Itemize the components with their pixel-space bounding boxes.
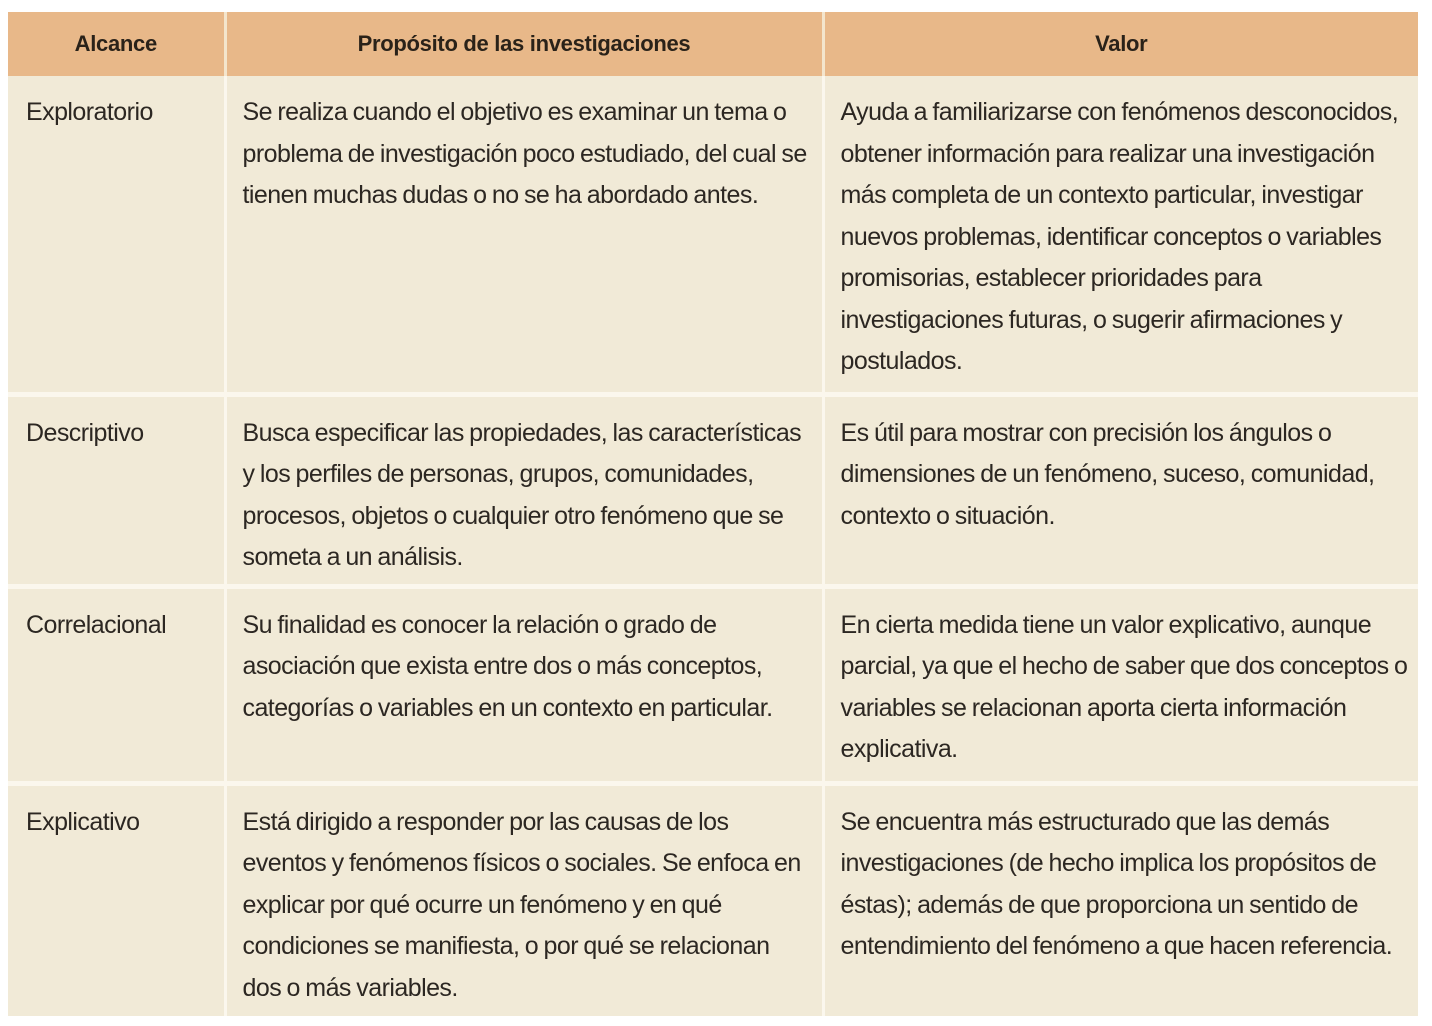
cell-alcance: Exploratorio xyxy=(8,76,225,394)
header-proposito: Propósito de las investigaciones xyxy=(225,12,823,76)
document-page xyxy=(8,12,1418,1016)
cell-proposito: Busca especificar las propiedades, las características y los perfiles de personas, grupos, comunidades, procesos, objetos o cualquier otro fenómeno que se someta a un análisis. xyxy=(225,394,823,586)
table-row-explicativo xyxy=(8,783,1418,1016)
cell-proposito: Se realiza cuando el objetivo es examinar un tema o problema de investigación poco estudiado, del cual se tienen muchas dudas o no se ha abordado antes. xyxy=(225,76,823,394)
cell-alcance: Correlacional xyxy=(8,586,225,783)
table-header xyxy=(8,12,1418,76)
table-row-correlacional xyxy=(8,586,1418,783)
table-row-exploratorio xyxy=(8,76,1418,394)
cell-proposito: Su finalidad es conocer la relación o grado de asociación que exista entre dos o más conceptos, categorías o variables en un contexto en particular. xyxy=(225,586,823,783)
research-scope-table xyxy=(8,12,1418,1016)
cell-valor: Ayuda a familiarizarse con fenómenos desconocidos, obtener información para realizar una investigación más completa de un contexto particular, investigar nuevos problemas, identificar conceptos o variables promisorias, establecer prioridades para investigaciones futuras, o sugerir afirmaciones y postulados. xyxy=(840,98,1399,375)
cell-proposito: Está dirigido a responder por las causas de los eventos y fenómenos físicos o sociales. Se enfoca en explicar por qué ocurre un fenómeno y en qué condiciones se manifiesta, o por qué se relacionan dos o más variables. xyxy=(225,783,823,1016)
cell-valor: Es útil para mostrar con precisión los ángulos o dimensiones de un fenómeno, suceso, comunidad, contexto o situación. xyxy=(840,418,1375,530)
cell-alcance: Explicativo xyxy=(8,783,225,1016)
header-valor: Valor xyxy=(823,12,1418,76)
cell-valor: Se encuentra más estructurado que las demás investigaciones (de hecho implica los propósitos de éstas); además de que proporciona un sentido de entendimiento del fenómeno a que hacen referencia. xyxy=(840,807,1393,960)
table-body xyxy=(8,76,1418,1016)
table-row-descriptivo xyxy=(8,394,1418,586)
header-alcance: Alcance xyxy=(8,12,225,76)
cell-valor: En cierta medida tiene un valor explicativo, aunque parcial, ya que el hecho de saber que dos conceptos o variables se relacionan aporta cierta información explicativa. xyxy=(840,610,1408,763)
cell-alcance: Descriptivo xyxy=(8,394,225,586)
header-row xyxy=(8,12,1418,76)
